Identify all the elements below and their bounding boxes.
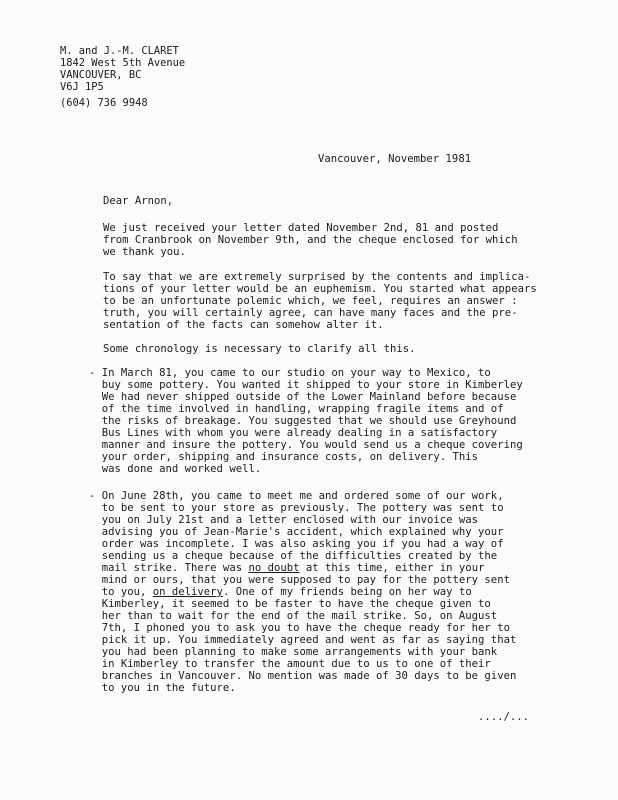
sender-line-3: VANCOUVER, BC [60, 69, 142, 81]
sender-line-2: 1842 West 5th Avenue [60, 57, 186, 69]
item1-line-2: buy some pottery. You wanted it shipped to your store in Kimberley [89, 379, 523, 391]
item1-line-9: was done and worked well. [89, 463, 262, 475]
continuation-marker: ..../... [478, 711, 530, 723]
sender-line-1: M. and J.-M. CLARET [60, 45, 179, 57]
item2-line-16: branches in Vancouver. No mention was made of 30 days to be given [89, 670, 517, 682]
underlined-no-doubt: no doubt [248, 562, 300, 574]
para2-line-1: To say that we are extremely surprised by the contents and implica- [103, 271, 531, 283]
salutation: Dear Arnon, [103, 195, 174, 207]
item1-line-4: of the time involved in handling, wrapping fragile items and of [89, 403, 504, 415]
item2-line-7 [89, 562, 484, 574]
item2-line-6: sending us a cheque because of the difficulties created by the [89, 550, 498, 562]
item1-line-1: - In March 81, you came to our studio on your way to Mexico, to [89, 367, 491, 379]
item2-line-3: you on July 21st and a letter enclosed with our invoice was [89, 514, 479, 526]
item2-line-8: mind or ours, that you were supposed to pay for the pottery sent [89, 574, 510, 586]
item2-line-10: Kimberley, it seemed to be faster to have the cheque given to [89, 598, 491, 610]
item2-line-13: pick it up. You immediately agreed and went as far as saying that [89, 634, 517, 646]
item2-line-14: you had been planning to make some arrangements with your bank [89, 646, 498, 658]
item1-line-7: manner and insure the pottery. You would send us a cheque covering [89, 439, 523, 451]
para2-line-5: sentation of the facts can somehow alter it. [103, 319, 384, 331]
item1-line-8: your order, shipping and insurance costs, on delivery. This [89, 451, 479, 463]
item2-line-17: to you in the future. [89, 682, 236, 694]
underlined-on-delivery: on delivery [152, 586, 223, 598]
item2-line-7-end: at this time, either in your [299, 562, 485, 574]
item2-line-11: her than to wait for the end of the mail strike. So, on August [89, 610, 498, 622]
sender-phone: (604) 736 9948 [60, 97, 148, 109]
item2-line-5: order was incomplete. I was also asking you if you had a way of [89, 538, 504, 550]
item2-line-4: advising you of Jean-Marie's accident, which explained why your [89, 526, 504, 538]
item2-line-2: to be sent to your store as previously. The pottery was sent to [89, 502, 504, 514]
item2-line-9-start: to you, [89, 586, 153, 598]
paragraph-3: Some chronology is necessary to clarify all this. [103, 343, 416, 355]
item2-line-7-start: mail strike. There was [89, 562, 249, 574]
para2-line-3: to be an unfortunate polemic which, we feel, requires an answer : [103, 295, 518, 307]
para1-line-2: from Cranbrook on November 9th, and the cheque enclosed for which [103, 234, 518, 246]
item1-line-5: the risks of breakage. You suggested that we should use Greyhound [89, 415, 517, 427]
item2-line-9 [89, 586, 472, 598]
item1-line-3: We had never shipped outside of the Lower Mainland before because [89, 391, 517, 403]
para1-line-3: we thank you. [103, 246, 186, 258]
item2-line-12: 7th, I phoned you to ask you to have the cheque ready for her to [89, 622, 510, 634]
item2-line-9-end: . One of my friends being on her way to [222, 586, 472, 598]
item1-line-6: Bus Lines with whom you were already dealing in a satisfactory [89, 427, 498, 439]
item2-line-1: - On June 28th, you came to meet me and ordered some of our work, [89, 490, 504, 502]
item2-line-15: in Kimberley to transfer the amount due to us to one of their [89, 658, 491, 670]
dateline: Vancouver, November 1981 [318, 153, 472, 165]
sender-line-4: V6J 1P5 [60, 81, 104, 93]
para2-line-2: tions of your letter would be an euphemism. You started what appears [103, 283, 537, 295]
para1-line-1: We just received your letter dated November 2nd, 81 and posted [103, 222, 499, 234]
para2-line-4: truth, you will certainly agree, can have many faces and the pre- [103, 307, 518, 319]
